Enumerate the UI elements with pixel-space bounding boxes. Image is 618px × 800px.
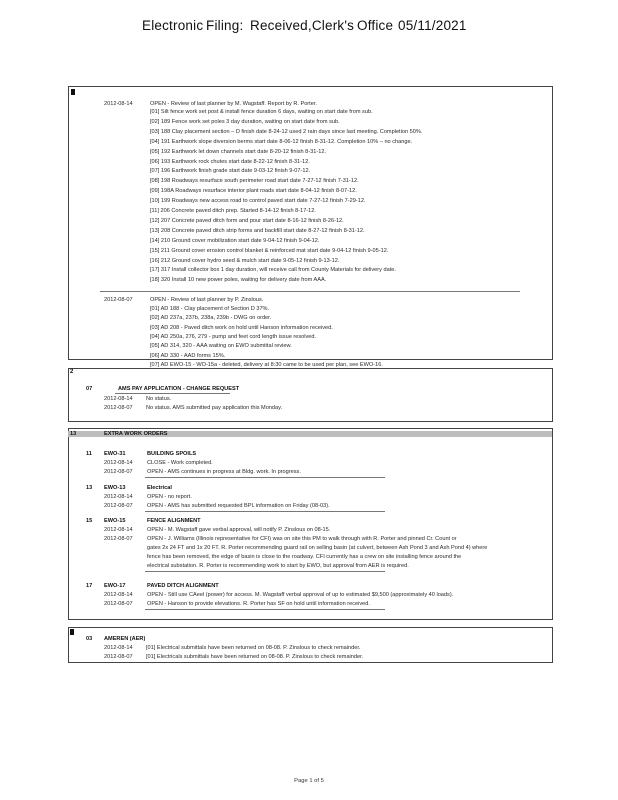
divider [145, 609, 385, 610]
divider [145, 511, 385, 512]
planner-item: [15] 211 Ground cover erosion control blanket & reinforced mat start date 9-04-12 finish 9-05-12. [150, 247, 389, 254]
ewo-row-date: 2012-08-07 [104, 536, 133, 542]
section-2-tag: 2 [70, 369, 74, 375]
entry-2-date: 2012-08-07 [104, 297, 133, 303]
divider [115, 393, 230, 394]
planner-item: [06] 193 Earthwork rock chutes start date 8-22-12 finish 8-31-12. [150, 158, 310, 165]
entry-1-date: 2012-08-14 [104, 101, 133, 107]
ewo-code: EWO-17 [104, 583, 126, 589]
ewo-title: Electrical [147, 485, 172, 491]
planner-item: [05] AD 314, 320 - AAA waiting on EWO submittal review. [150, 343, 292, 350]
planner-item: [14] 210 Ground cover mobilization start date 9-04-12 finish 9-04-12. [150, 237, 320, 244]
header-date: 05/11/2021 [398, 18, 467, 33]
planner-item: [03] 188 Clay placement section – D finish date 8-24-12 used 2 rain days since last meeting. Completion 50%. [150, 128, 423, 135]
planner-item: [07] 196 Earthwork finish grade start date 9-03-12 finish 9-07-12. [150, 168, 311, 175]
ewo-row-date: 2012-08-07 [104, 469, 133, 475]
planner-item: [05] 192 Earthwork let down channels start date 8-20-12 finish 8-31-12. [150, 148, 326, 155]
ewo-row-text: OPEN - J. Williams (Illinois representative for CFI) was on site this PM to walk through with R. Porter and pinned Cr. Count or [147, 536, 457, 542]
divider [145, 571, 385, 572]
planner-item: [11] 206 Concrete paved ditch prep. Started 8-14-12 finish 8-17-12. [150, 208, 316, 214]
planner-item: [04] 191 Earthwork slope diversion berms start date 8-06-12 finish 8-31-12. Completion 10% – no change. [150, 138, 413, 145]
planner-item: [17] 317 Install collector box 1 day duration, will receive call from County Materials for delivery date. [150, 267, 396, 274]
ewo-row-text: OPEN - M. Wagstaff gave verbal approval, will notify P. Zinslous on 08-15. [147, 527, 331, 533]
header-filing: Filing: [206, 18, 244, 33]
ewo-row-text: OPEN - AMS continues in progress at Bldg. work. In progress. [147, 469, 301, 475]
divider [100, 291, 520, 292]
planner-item: [02] AD 237a, 237b, 238a, 239b - DWG on order. [150, 315, 272, 322]
planner-item: [03] AD 208 - Paved ditch work on hold until Hanson information received. [150, 324, 333, 331]
planner-item: [16] 212 Ground cover hydro seed & mulch start date 9-05-12 finish 9-13-12. [150, 257, 340, 264]
section-2-row-date: 2012-08-07 [104, 405, 133, 411]
planner-item: [06] AD 330 - AAD forms 15%. [150, 352, 226, 359]
section-4-marker [70, 629, 74, 635]
header-office: Office [357, 18, 394, 33]
ewo-row-date: 2012-08-07 [104, 503, 133, 509]
section-2-box [68, 368, 553, 422]
ewo-row-text: OPEN - AMS has submitted requested BPL information on Friday (08-03). [147, 503, 330, 509]
section-4-row-date: 2012-08-14 [104, 645, 133, 651]
planner-item: [18] 320 Install 10 new power poles, waiting for delivery date from AAA. [150, 277, 327, 284]
section-2-row-text: No status. [146, 396, 172, 402]
planner-item: [01] Silt fence work set post & install fence duration 6 days, waiting on start date from sub. [150, 109, 373, 115]
ewo-row-date: 2012-08-14 [104, 527, 133, 533]
ewo-row-date: 2012-08-14 [104, 592, 133, 598]
ewo-row-text: CLOSE - Work completed. [147, 460, 213, 466]
section-3-heading: EXTRA WORK ORDERS [104, 431, 168, 437]
ewo-title: FENCE ALIGNMENT [147, 518, 201, 524]
planner-item: [01] AD 188 - Clay placement of Section D 37%. [150, 306, 270, 312]
ewo-row-text: fence has been removed, the edge of basin is close to the roadway. CFI currently has a crew on site installing fence around the [147, 554, 462, 560]
planner-item: [12] 207 Concrete paved ditch form and pour start date 8-16-12 finish 8-26-12. [150, 217, 344, 224]
section-4-row-text: [01] Electrical submittals have been returned on 08-08. P. Zinslous to check remainder. [146, 645, 361, 651]
section-3-tag: 13 [70, 431, 77, 437]
header-electronic: Electronic [142, 18, 204, 33]
section-4-item-number: 03 [86, 636, 93, 642]
planner-item: [07] AD EWO-15 - WO-15a - deleted, delivery at 8:30 came to be used per plan, see EWO-16. [150, 361, 383, 368]
section-4-row-date: 2012-08-07 [104, 654, 133, 660]
section-2-row-text: No status. AMS submitted pay application this Monday. [146, 405, 283, 411]
section-4-row-text: [01] Electricals submittals have been returned on 08-08. P. Zinslous to check remainder. [146, 654, 364, 660]
ewo-row-text: gates 2x 24 FT and 1x 20 FT. R. Porter recommending guard rail on selling basin (at culvert, between Ash Pond 3 and Ash Pond 4) where [147, 545, 488, 551]
section-2-title: AMS PAY APPLICATION - CHANGE REQUEST [118, 386, 240, 392]
filing-stamp-header [0, 18, 618, 38]
section-1-marker [71, 89, 75, 95]
section-4-title: AMEREN (AER) [104, 636, 146, 642]
ewo-title: BUILDING SPOILS [147, 451, 197, 457]
planner-item: [02] 189 Fence work set poles 3 day duration, waiting on start date from sub. [150, 118, 340, 125]
ewo-row-date: 2012-08-14 [104, 494, 133, 500]
entry-1-title: OPEN - Review of last planner by M. Wagstaff. Report by R. Porter. [150, 101, 317, 107]
planner-item: [04] AD 250a, 276, 279 - pump and feet cord length issue resolved. [150, 333, 317, 340]
page-number: Page 1 of 5 [294, 778, 324, 784]
ewo-row-date: 2012-08-07 [104, 601, 133, 607]
section-2-row-date: 2012-08-14 [104, 396, 133, 402]
ewo-item-number: 17 [86, 583, 93, 589]
planner-item: [08] 198 Roadways resurface south perimeter road start date 7-27-12 finish 7-31-12. [150, 178, 359, 185]
entry-2-title: OPEN - Review of last planner by P. Zinslous. [150, 297, 264, 303]
section-2-item-number: 07 [86, 386, 93, 392]
ewo-title: PAVED DITCH ALIGNMENT [147, 583, 219, 589]
ewo-item-number: 15 [86, 518, 93, 524]
divider [145, 477, 385, 478]
header-received-clerks: Received,Clerk's [250, 18, 355, 33]
planner-item: [09] 198A Roadways resurface interior plant roads start date 8-04-12 finish 8-07-12. [150, 188, 357, 195]
ewo-row-text: OPEN - no report. [147, 494, 192, 500]
ewo-item-number: 13 [86, 485, 93, 491]
ewo-item-number: 11 [86, 451, 92, 457]
ewo-row-text: electrical substation. R. Porter is recommending work to start by EWO, but approval from AER is required. [147, 563, 409, 569]
ewo-row-text: OPEN - Hanson to provide elevations. R. Porter has SF on hold until information received. [147, 601, 370, 607]
planner-item: [13] 208 Concrete paved ditch strip forms and backfill start date 8-27-12 finish 8-31-12. [150, 227, 365, 234]
ewo-row-date: 2012-08-14 [104, 460, 133, 466]
ewo-code: EWO-13 [104, 485, 126, 491]
planner-item: [10] 199 Roadways new access road to control paved start date 7-27-12 finish 7-29-12. [150, 198, 366, 205]
ewo-code: EWO-15 [104, 518, 126, 524]
ewo-code: EWO-31 [104, 451, 126, 457]
ewo-row-text: OPEN - Still use CAeel (power) for access. M. Wagstaff verbal approval of up to estimated $9,500 (approximately 40 loads). [147, 592, 454, 598]
